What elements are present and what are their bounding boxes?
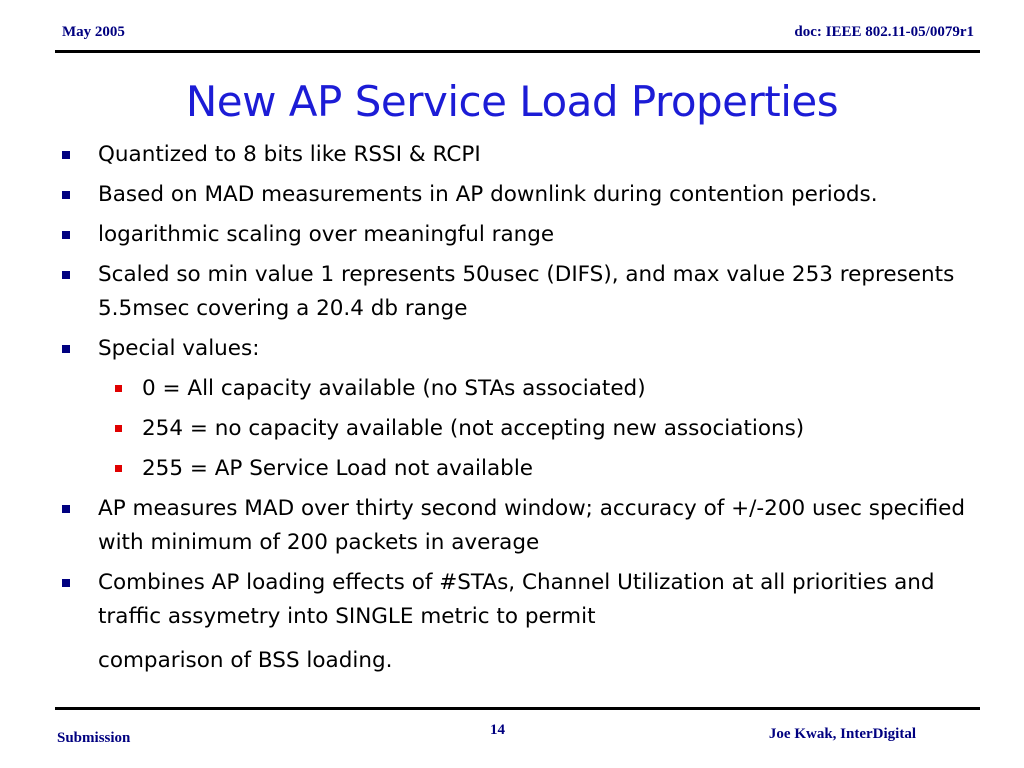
bullet-text-line: Combines AP loading effects of #STAs, Channel Utilization at all priorities and traffic assymetry into SINGLE metric to permit <box>98 570 935 629</box>
bullet-square-icon <box>62 345 70 353</box>
bullet-item <box>60 492 980 560</box>
bullet-text: AP measures MAD over thirty second window; accuracy of +/-200 usec specified with minimum of 200 packets in average <box>98 496 966 555</box>
bullet-square-icon <box>62 151 70 159</box>
bullet-list <box>60 138 980 684</box>
bullet-text: Based on MAD measurements in AP downlink during contention periods. <box>98 182 878 207</box>
sub-bullet-square-icon <box>115 465 122 472</box>
sub-bullet-item <box>104 372 980 406</box>
sub-bullet-text: 0 = All capacity available (no STAs associated) <box>142 376 646 401</box>
bullet-square-icon <box>62 579 70 587</box>
sub-bullet-square-icon <box>115 385 122 392</box>
footer-author: Joe Kwak, InterDigital <box>768 726 916 742</box>
bullet-text <box>98 566 980 678</box>
bullet-item <box>60 332 980 366</box>
bullet-item <box>60 138 980 172</box>
bullet-text: logarithmic scaling over meaningful range <box>98 222 555 247</box>
header-date: May 2005 <box>62 24 125 40</box>
sub-bullet-item <box>104 452 980 486</box>
bullet-item <box>60 178 980 212</box>
bullet-square-icon <box>62 231 70 239</box>
bullet-item <box>60 566 980 678</box>
sub-bullet-text: 254 = no capacity available (not accepting new associations) <box>142 416 805 441</box>
bullet-text: Scaled so min value 1 represents 50usec (DIFS), and max value 253 represents 5.5msec covering a 20.4 db range <box>98 262 955 321</box>
page-number: 14 <box>490 722 505 738</box>
bullet-square-icon <box>62 271 70 279</box>
slide-title: New AP Service Load Properties <box>185 77 839 126</box>
bullet-item <box>60 258 980 326</box>
sub-bullet-text: 255 = AP Service Load not available <box>142 456 534 481</box>
sub-bullet-item <box>104 412 980 446</box>
bullet-square-icon <box>62 191 70 199</box>
bullet-text: Special values: <box>98 336 260 361</box>
header-divider <box>55 50 980 53</box>
sub-bullet-square-icon <box>115 425 122 432</box>
bullet-square-icon <box>62 505 70 513</box>
footer-submission: Submission <box>57 730 131 746</box>
bullet-item <box>60 218 980 252</box>
bullet-text: Quantized to 8 bits like RSSI & RCPI <box>98 142 481 167</box>
header-doc-id: doc: IEEE 802.11-05/0079r1 <box>794 24 974 40</box>
bullet-text-continuation: comparison of BSS loading. <box>98 648 393 673</box>
footer-divider <box>55 707 980 710</box>
